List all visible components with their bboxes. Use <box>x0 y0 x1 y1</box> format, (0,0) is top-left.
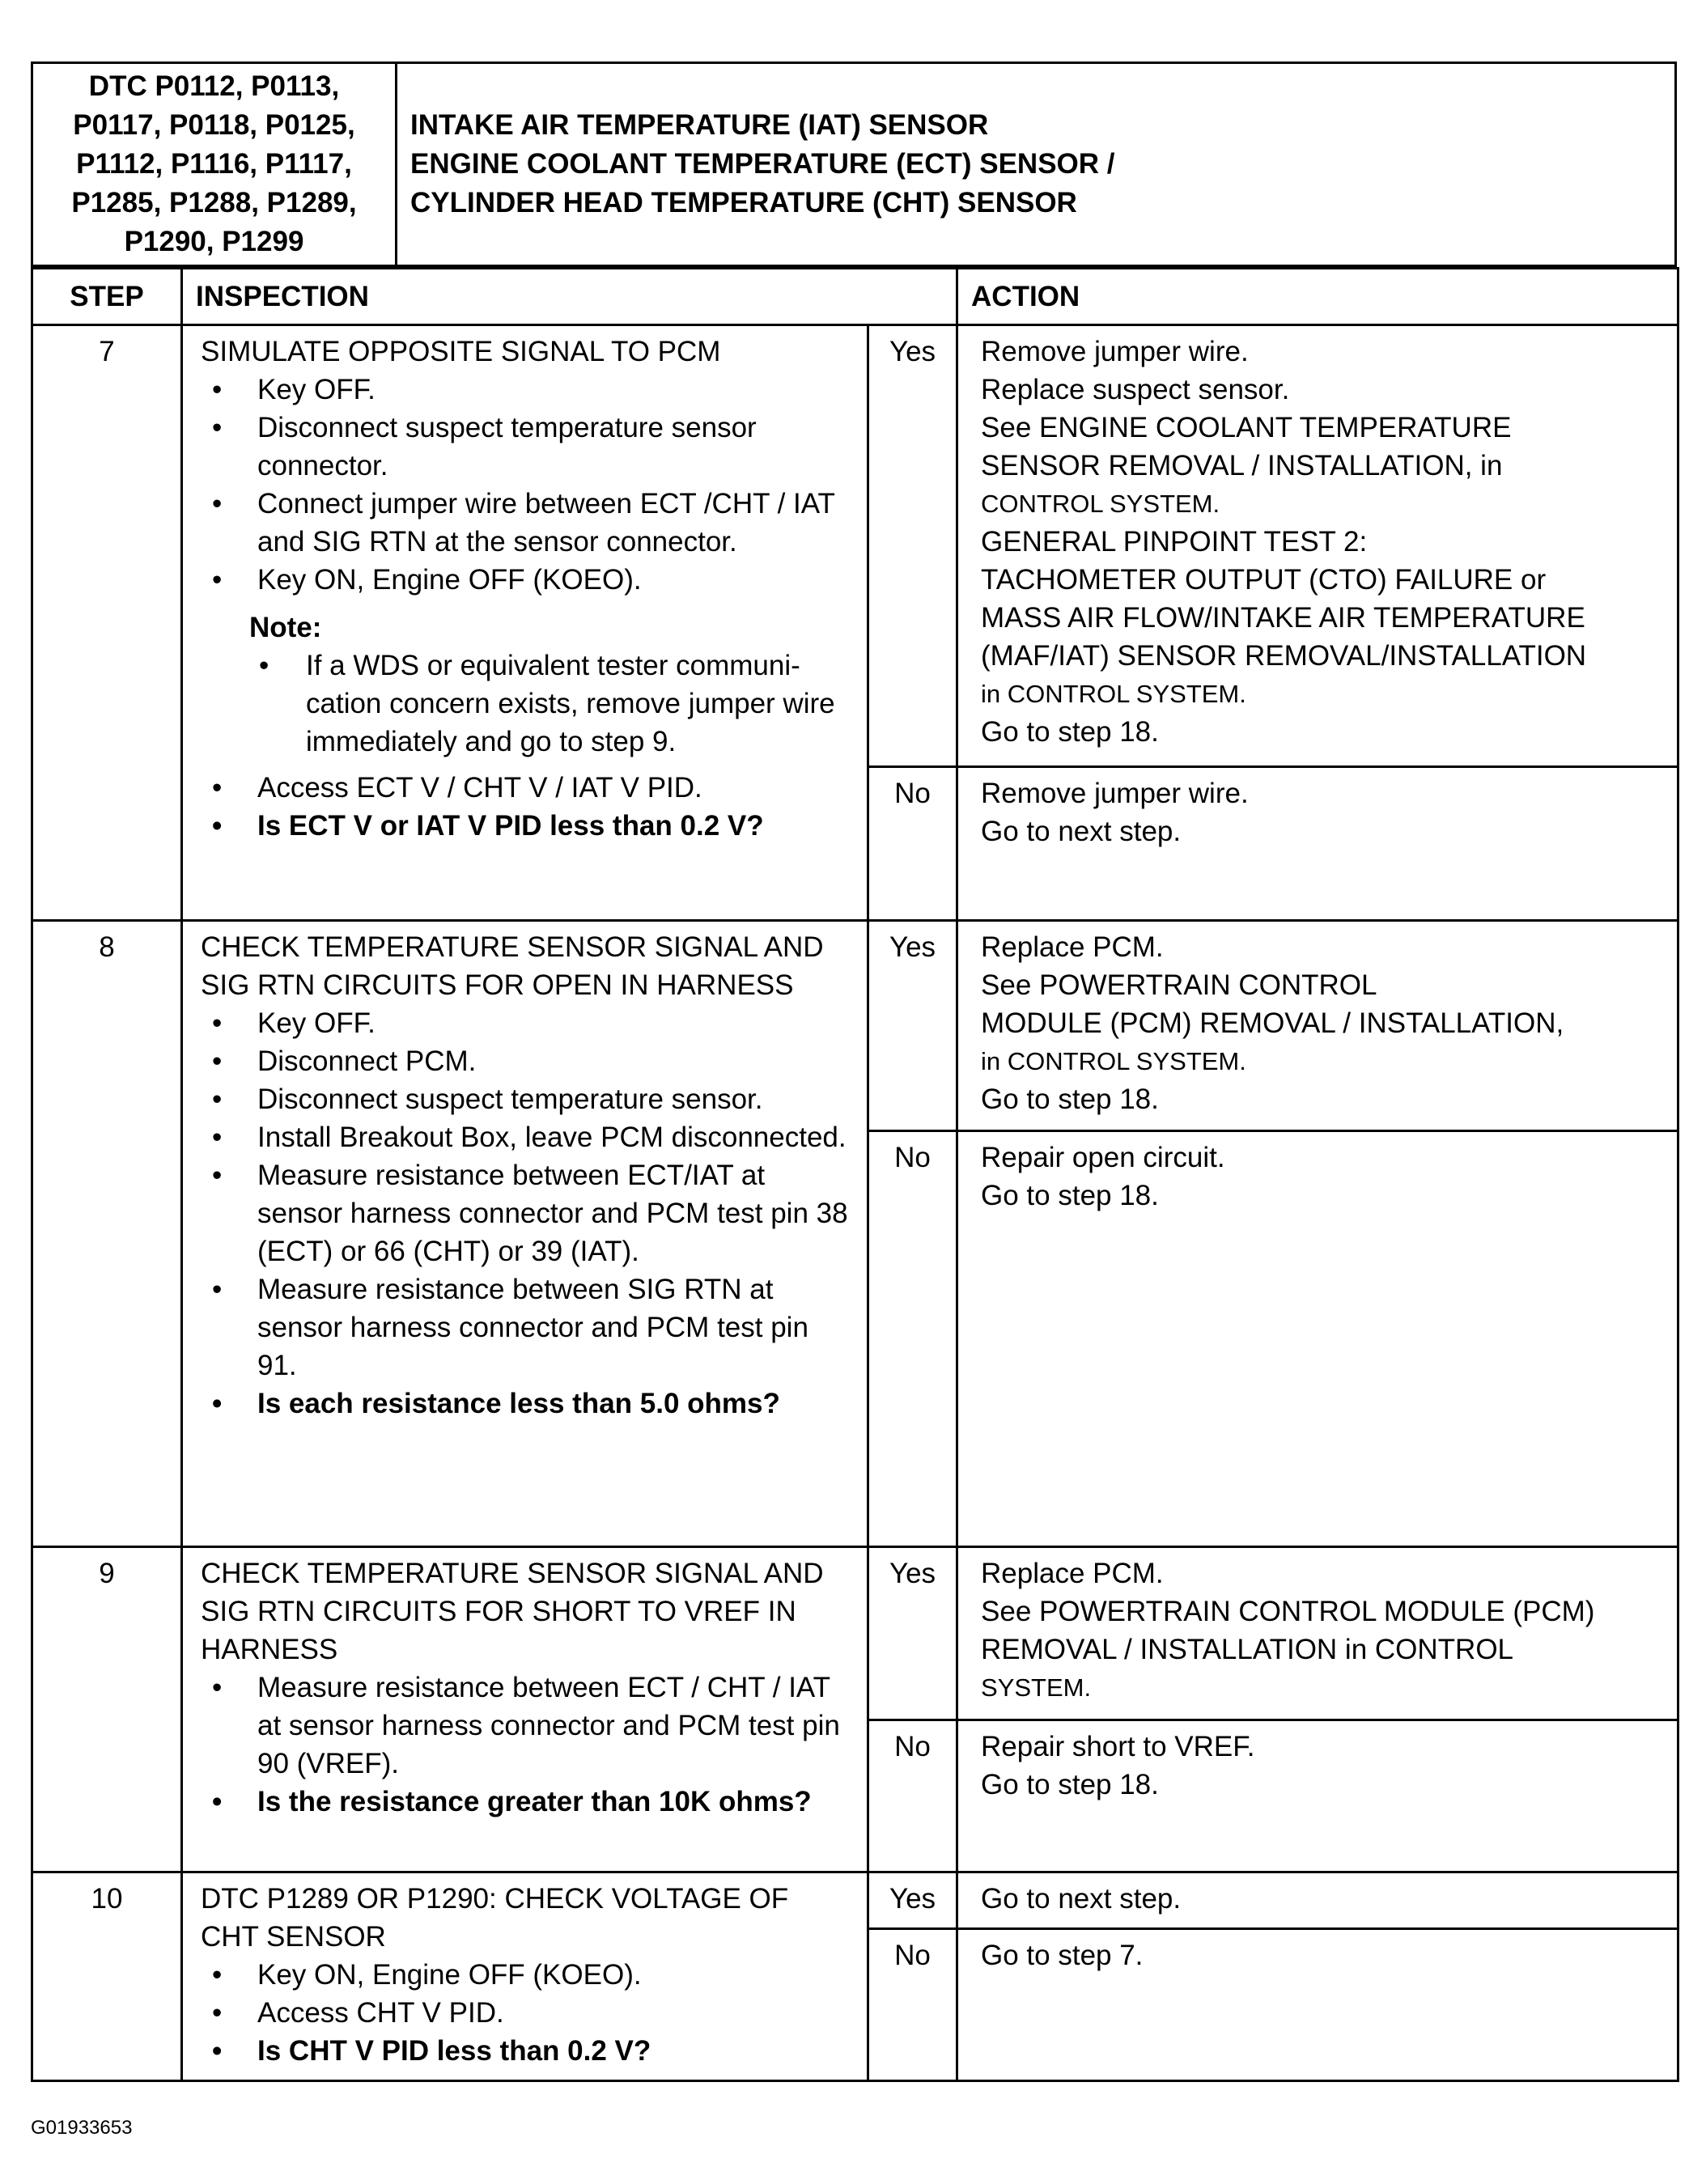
yes-action <box>957 325 1678 767</box>
inspection-title: DTC P1289 OR P1290: CHECK VOLTAGE OF CHT SENSOR <box>201 1883 789 1953</box>
list-item: • Access ECT V / CHT V / IAT V PID. <box>201 769 854 807</box>
no-label: No <box>868 1929 957 2081</box>
inspection-question: • Is each resistance less than 5.0 ohms? <box>201 1385 854 1423</box>
figure-id: G01933653 <box>31 2117 133 2139</box>
dtc-code-line: P1290, P1299 <box>124 226 304 257</box>
table-header-row <box>32 269 1678 325</box>
yes-action <box>957 921 1678 1131</box>
action-line: Go to step 18. <box>981 1180 1159 1211</box>
list-item: • Key OFF. <box>201 1004 854 1042</box>
action-line: Repair short to VREF. <box>981 1731 1255 1762</box>
action-line: REMOVAL / INSTALLATION in CONTROL <box>981 1634 1514 1665</box>
list-item: • Connect jumper wire between ECT /CHT / IAT and SIG RTN at the sensor connector. <box>201 485 854 561</box>
no-label: No <box>868 1720 957 1872</box>
bullet-list <box>201 1669 854 1821</box>
steps-table <box>31 267 1679 2082</box>
yes-label: Yes <box>868 1872 957 1929</box>
inspection-question: • Is CHT V PID less than 0.2 V? <box>201 2032 854 2070</box>
dtc-code-line: P0117, P0118, P0125, <box>73 109 355 141</box>
action-line: CONTROL SYSTEM. <box>981 490 1220 518</box>
note-list <box>249 647 854 761</box>
action-line: MASS AIR FLOW/INTAKE AIR TEMPERATURE <box>981 602 1585 634</box>
step-number: 7 <box>32 325 182 921</box>
list-item: • If a WDS or equivalent tester communi-cation concern exists, remove jumper wire immediately and go to step 9. <box>249 647 854 761</box>
inspection-cell <box>182 325 868 921</box>
action-line: See POWERTRAIN CONTROL <box>981 969 1377 1001</box>
action-line: Go to step 18. <box>981 1084 1159 1115</box>
action-line: Replace suspect sensor. <box>981 374 1290 405</box>
action-line: Go to step 18. <box>981 716 1159 748</box>
action-line: Replace PCM. <box>981 1558 1164 1589</box>
action-line: See ENGINE COOLANT TEMPERATURE <box>981 412 1512 443</box>
inspection-question: • Is the resistance greater than 10K ohms? <box>201 1783 854 1821</box>
action-line: Remove jumper wire. <box>981 778 1249 809</box>
column-header-action: ACTION <box>957 269 1678 325</box>
header <box>31 61 1677 267</box>
list-item: • Key ON, Engine OFF (KOEO). <box>201 561 854 599</box>
table-row <box>32 1547 1678 1720</box>
action-line: See POWERTRAIN CONTROL MODULE (PCM) <box>981 1596 1595 1627</box>
action-line: Go to step 18. <box>981 1769 1159 1800</box>
bullet-list <box>201 769 854 845</box>
inspection-title: SIMULATE OPPOSITE SIGNAL TO PCM <box>201 336 721 367</box>
list-item: • Install Breakout Box, leave PCM disconnected. <box>201 1118 854 1156</box>
table-row <box>32 325 1678 767</box>
inspection-cell <box>182 1872 868 2081</box>
yes-label: Yes <box>868 921 957 1131</box>
header-title <box>397 64 1674 265</box>
action-line: MODULE (PCM) REMOVAL / INSTALLATION, <box>981 1007 1564 1039</box>
step-number: 9 <box>32 1547 182 1872</box>
action-line: Replace PCM. <box>981 931 1164 963</box>
dtc-code-line: P1285, P1288, P1289, <box>71 187 357 218</box>
yes-label: Yes <box>868 1547 957 1720</box>
dtc-codes <box>33 64 397 265</box>
action-line: TACHOMETER OUTPUT (CTO) FAILURE or <box>981 564 1547 596</box>
title-line: ENGINE COOLANT TEMPERATURE (ECT) SENSOR / <box>410 148 1115 180</box>
document <box>31 61 1677 2082</box>
bullet-list <box>201 371 854 599</box>
action-line: Go to step 7. <box>981 1940 1144 1971</box>
list-item: • Disconnect PCM. <box>201 1042 854 1080</box>
no-action <box>957 767 1678 921</box>
inspection-title: CHECK TEMPERATURE SENSOR SIGNAL AND SIG RTN CIRCUITS FOR SHORT TO VREF IN HARNESS <box>201 1558 824 1665</box>
action-line: Remove jumper wire. <box>981 336 1249 367</box>
step-number: 10 <box>32 1872 182 2081</box>
list-item: • Key ON, Engine OFF (KOEO). <box>201 1956 854 1994</box>
action-line: Go to next step. <box>981 1883 1182 1915</box>
list-item: • Measure resistance between SIG RTN at sensor harness connector and PCM test pin 91. <box>201 1270 854 1385</box>
action-line: GENERAL PINPOINT TEST 2: <box>981 526 1368 558</box>
inspection-cell <box>182 1547 868 1872</box>
list-item: • Measure resistance between ECT/IAT at sensor harness connector and PCM test pin 38 (ECT) or 66 (CHT) or 39 (IAT). <box>201 1156 854 1270</box>
yes-action <box>957 1547 1678 1720</box>
table-row <box>32 1872 1678 1929</box>
list-item: • Disconnect suspect temperature sensor. <box>201 1080 854 1118</box>
yes-action <box>957 1872 1678 1929</box>
table-row <box>32 921 1678 1131</box>
bullet-list <box>201 1004 854 1423</box>
action-line: Repair open circuit. <box>981 1142 1225 1173</box>
inspection-cell <box>182 921 868 1547</box>
action-line: SYSTEM. <box>981 1673 1092 1702</box>
step-number: 8 <box>32 921 182 1547</box>
action-line: in CONTROL SYSTEM. <box>981 1047 1246 1075</box>
column-header-step: STEP <box>32 269 182 325</box>
no-label: No <box>868 767 957 921</box>
inspection-question: • Is ECT V or IAT V PID less than 0.2 V? <box>201 807 854 845</box>
action-line: (MAF/IAT) SENSOR REMOVAL/INSTALLATION <box>981 640 1587 672</box>
column-header-inspection: INSPECTION <box>182 269 957 325</box>
bullet-list <box>201 1956 854 2070</box>
no-action <box>957 1131 1678 1547</box>
list-item: • Access CHT V PID. <box>201 1994 854 2032</box>
list-item: • Key OFF. <box>201 371 854 409</box>
no-action <box>957 1929 1678 2081</box>
no-label: No <box>868 1131 957 1547</box>
title-line: CYLINDER HEAD TEMPERATURE (CHT) SENSOR <box>410 187 1077 218</box>
no-action <box>957 1720 1678 1872</box>
dtc-code-line: DTC P0112, P0113, <box>88 70 340 102</box>
yes-label: Yes <box>868 325 957 767</box>
action-line: Go to next step. <box>981 816 1182 847</box>
list-item: • Measure resistance between ECT / CHT / IAT at sensor harness connector and PCM test pin 90 (VREF). <box>201 1669 854 1783</box>
dtc-code-line: P1112, P1116, P1117, <box>76 148 352 180</box>
note-block <box>249 609 854 761</box>
action-line: in CONTROL SYSTEM. <box>981 680 1246 708</box>
list-item: • Disconnect suspect temperature sensor connector. <box>201 409 854 485</box>
inspection-title: CHECK TEMPERATURE SENSOR SIGNAL AND SIG RTN CIRCUITS FOR OPEN IN HARNESS <box>201 931 824 1001</box>
note-label: Note: <box>249 612 322 643</box>
title-line: INTAKE AIR TEMPERATURE (IAT) SENSOR <box>410 109 989 141</box>
action-line: SENSOR REMOVAL / INSTALLATION, in <box>981 450 1503 481</box>
